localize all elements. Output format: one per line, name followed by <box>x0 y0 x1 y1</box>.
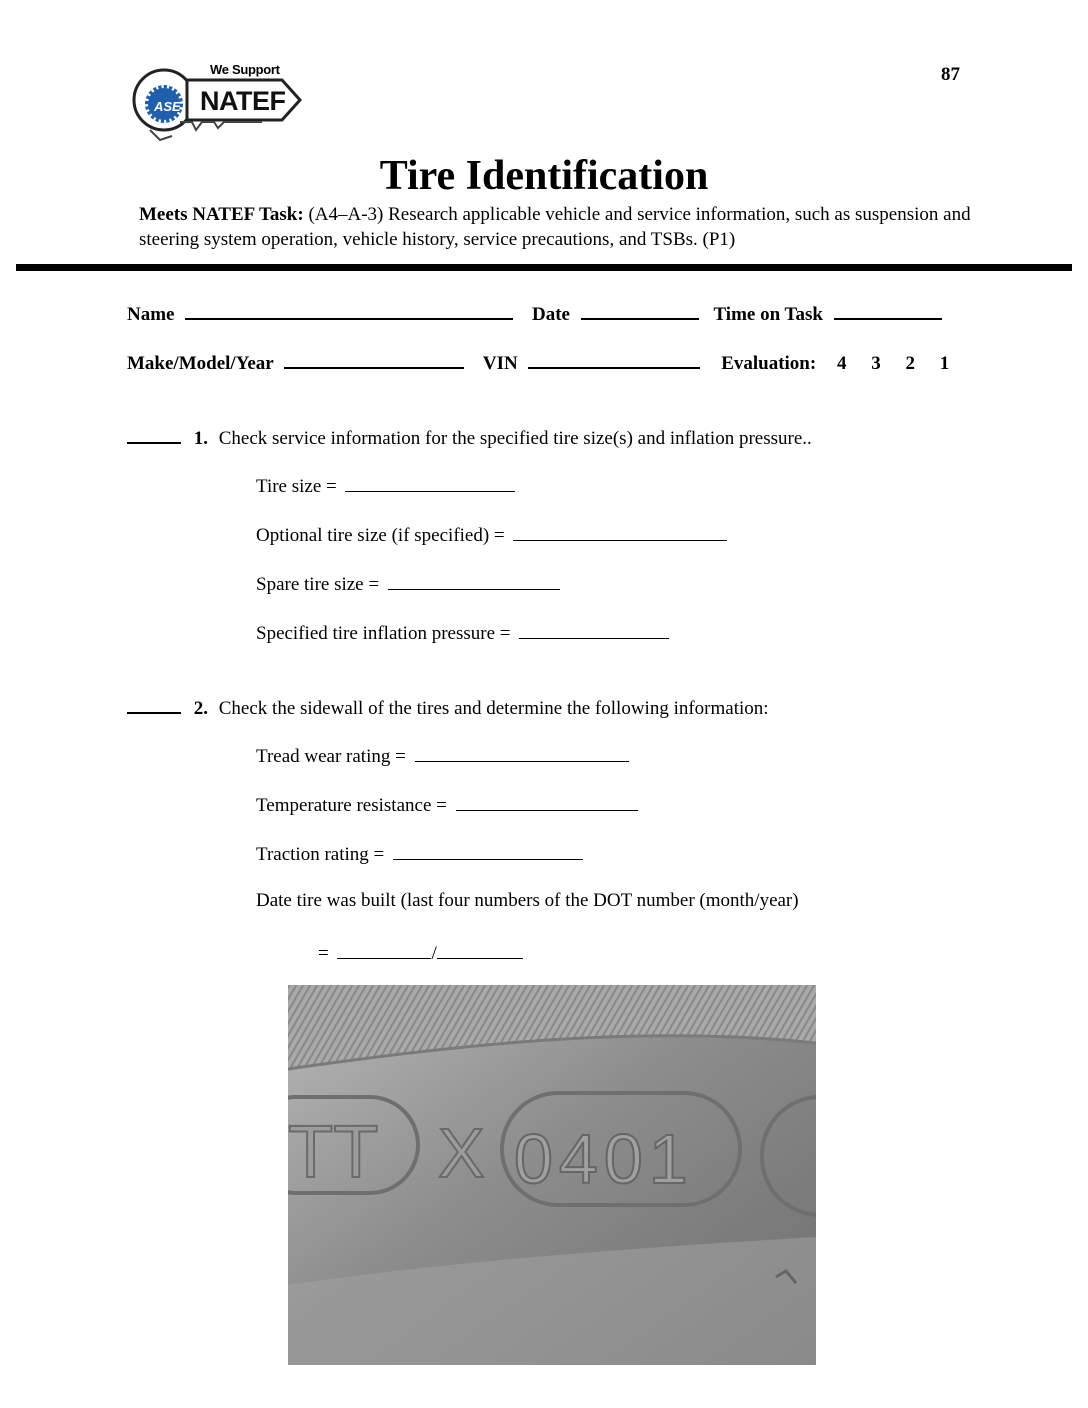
name-label: Name <box>127 304 175 325</box>
tread-wear-label: Tread wear rating = <box>256 746 406 767</box>
date-built-month-field[interactable] <box>337 940 431 959</box>
temperature-resistance-label: Temperature resistance = <box>256 795 447 816</box>
time-on-task-label: Time on Task <box>713 304 823 325</box>
header-divider <box>16 264 1072 271</box>
date-label: Date <box>531 304 570 325</box>
vin-field[interactable] <box>528 349 700 369</box>
spare-tire-size-label: Spare tire size = <box>256 574 380 595</box>
make-model-year-label: Make/Model/Year <box>127 353 274 374</box>
vehicle-row <box>127 349 949 375</box>
step-1-checkoff-blank[interactable] <box>127 424 181 444</box>
date-built-separator: / <box>431 943 437 964</box>
page-number: 87 <box>941 64 960 85</box>
inflation-pressure-field[interactable] <box>519 620 669 639</box>
evaluation-score-2[interactable]: 2 <box>905 353 915 374</box>
tire-size-field[interactable] <box>345 473 515 492</box>
evaluation-score-1[interactable]: 1 <box>939 353 950 374</box>
date-built-equals: = <box>318 943 329 964</box>
optional-tire-size-field[interactable] <box>513 522 727 541</box>
tire-sidewall-photo <box>288 985 816 1365</box>
date-field[interactable] <box>581 300 699 320</box>
traction-rating-item <box>256 841 583 866</box>
date-built-label: Date tire was built (last four numbers of the DOT number (month/year) <box>256 890 799 911</box>
page-title: Tire Identification <box>379 153 709 199</box>
logo-name: NATEF <box>200 86 286 116</box>
name-date-row <box>127 300 942 326</box>
tire-size-item <box>256 473 515 498</box>
tire-sidewall-image <box>288 985 816 1365</box>
step-1-text: Check service information for the specified tire size(s) and inflation pressure.. <box>218 428 812 449</box>
natef-logo <box>132 60 304 152</box>
date-built-item <box>256 890 799 912</box>
temperature-resistance-field[interactable] <box>456 792 638 811</box>
traction-rating-field[interactable] <box>393 841 583 860</box>
optional-tire-size-label: Optional tire size (if specified) = <box>256 525 505 546</box>
natef-task-description <box>139 202 979 252</box>
spare-tire-size-item <box>256 571 560 596</box>
step-2 <box>127 694 769 720</box>
vin-label: VIN <box>482 353 518 374</box>
sidewall-text-tt: TT <box>288 1110 379 1193</box>
step-1-number: 1. <box>193 428 208 449</box>
traction-rating-label: Traction rating = <box>256 844 385 865</box>
step-2-text: Check the sidewall of the tires and determine the following information: <box>218 698 769 719</box>
sidewall-text-x: X <box>438 1114 485 1192</box>
evaluation-score-3[interactable]: 3 <box>871 353 881 374</box>
inflation-pressure-label: Specified tire inflation pressure = <box>256 623 511 644</box>
inflation-pressure-item <box>256 620 669 645</box>
task-text: (A4–A-3) Research applicable vehicle and service information, such as suspension and steering system operation, vehicle history, service precautions, and TSBs. (P1) <box>139 204 971 250</box>
name-field[interactable] <box>185 300 513 320</box>
make-model-year-field[interactable] <box>284 349 464 369</box>
time-on-task-field[interactable] <box>834 300 942 320</box>
task-label: Meets NATEF Task: <box>139 204 304 225</box>
tread-wear-item <box>256 743 629 768</box>
step-1 <box>127 424 812 450</box>
temperature-resistance-item <box>256 792 638 817</box>
step-2-number: 2. <box>193 698 208 719</box>
logo-tagline: We Support <box>210 62 280 77</box>
evaluation-label: Evaluation: <box>721 353 817 374</box>
optional-tire-size-item <box>256 522 727 547</box>
spare-tire-size-field[interactable] <box>388 571 560 590</box>
step-2-checkoff-blank[interactable] <box>127 694 181 714</box>
evaluation-score-4[interactable]: 4 <box>836 353 847 374</box>
ase-badge: ASE <box>154 99 181 114</box>
tread-wear-field[interactable] <box>415 743 629 762</box>
tire-size-label: Tire size = <box>256 476 337 497</box>
dot-date-code: 0401 <box>514 1120 694 1198</box>
date-built-year-field[interactable] <box>437 940 523 959</box>
date-built-entry <box>318 940 523 965</box>
